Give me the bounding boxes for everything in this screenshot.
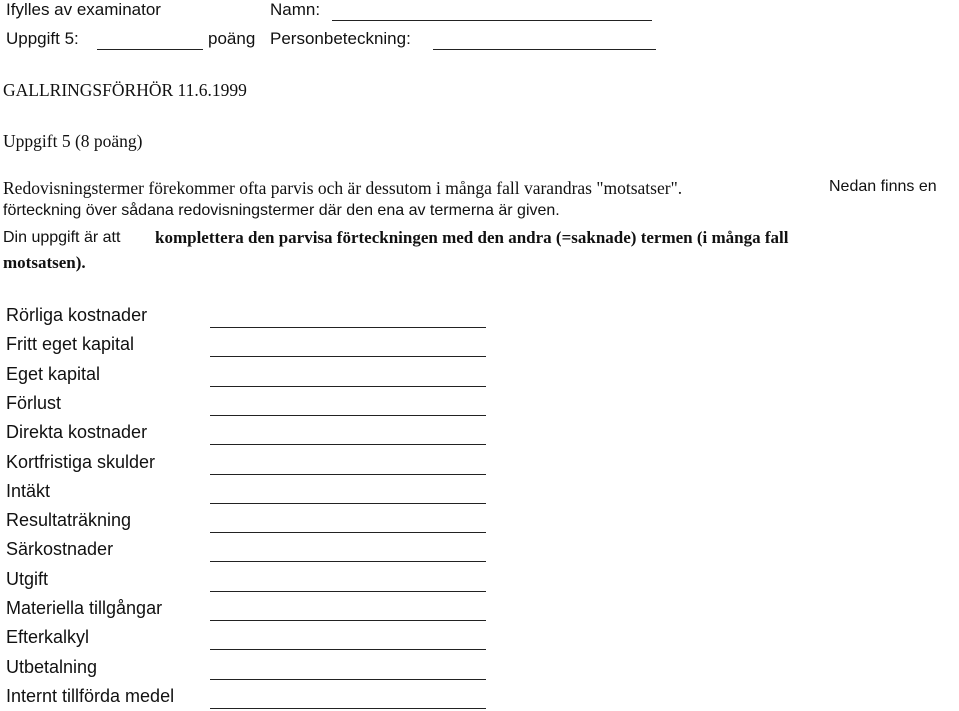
term-label: Kortfristiga skulder: [6, 451, 156, 472]
task-heading: Uppgift 5 (8 poäng): [3, 131, 143, 151]
term-label: Intäkt: [6, 480, 51, 501]
answer-line[interactable]: [210, 591, 486, 592]
answer-line[interactable]: [210, 503, 486, 504]
term-label: Fritt eget kapital: [6, 334, 135, 355]
name-label: Namn:: [270, 0, 321, 19]
term-label: Förlust: [6, 392, 62, 413]
intro-line-1: Redovisningstermer förekommer ofta parvis och är dessutom i många fall varandras "motsatser".: [3, 178, 683, 198]
term-label: Internt tillförda medel: [6, 685, 175, 706]
points-field-line[interactable]: [97, 49, 203, 50]
page-title: GALLRINGSFÖRHÖR 11.6.1999: [3, 80, 247, 100]
term-label: Särkostnader: [6, 539, 114, 560]
points-label: poäng: [208, 29, 256, 48]
answer-line[interactable]: [210, 327, 486, 328]
answer-line[interactable]: [210, 620, 486, 621]
intro-line-2: förteckning över sådana redovisningstermer där den ena av termerna är given.: [3, 202, 560, 219]
answer-line[interactable]: [210, 474, 486, 475]
term-label: Direkta kostnader: [6, 422, 148, 443]
term-label: Materiella tillgångar: [6, 598, 163, 618]
id-label: Personbeteckning:: [270, 29, 411, 48]
term-label: Resultaträkning: [6, 510, 132, 531]
answer-line[interactable]: [210, 561, 486, 562]
intro-line-3-prefix: Din uppgift är att: [3, 229, 121, 246]
intro-line-3-bold: komplettera den parvisa förteckningen med den andra (=saknade) termen (i många fall: [155, 228, 789, 247]
answer-line[interactable]: [210, 649, 486, 650]
answer-line[interactable]: [210, 415, 486, 416]
term-label: Utbetalning: [6, 656, 98, 677]
answer-line[interactable]: [210, 708, 486, 709]
examiner-label: Ifylles av examinator: [6, 0, 161, 19]
answer-line[interactable]: [210, 386, 486, 387]
term-label: Efterkalkyl: [6, 627, 90, 648]
answer-line[interactable]: [210, 356, 486, 357]
term-label: Utgift: [6, 568, 49, 589]
intro-line-4-bold: motsatsen).: [3, 253, 86, 272]
answer-line[interactable]: [210, 532, 486, 533]
term-label: Rörliga kostnader: [6, 305, 148, 325]
intro-line-1-tail: Nedan finns en: [829, 178, 937, 195]
answer-line[interactable]: [210, 679, 486, 680]
answer-line[interactable]: [210, 444, 486, 445]
name-field-line[interactable]: [332, 20, 652, 21]
id-field-line[interactable]: [433, 49, 656, 50]
task-label: Uppgift 5:: [6, 29, 79, 48]
term-label: Eget kapital: [6, 363, 101, 384]
